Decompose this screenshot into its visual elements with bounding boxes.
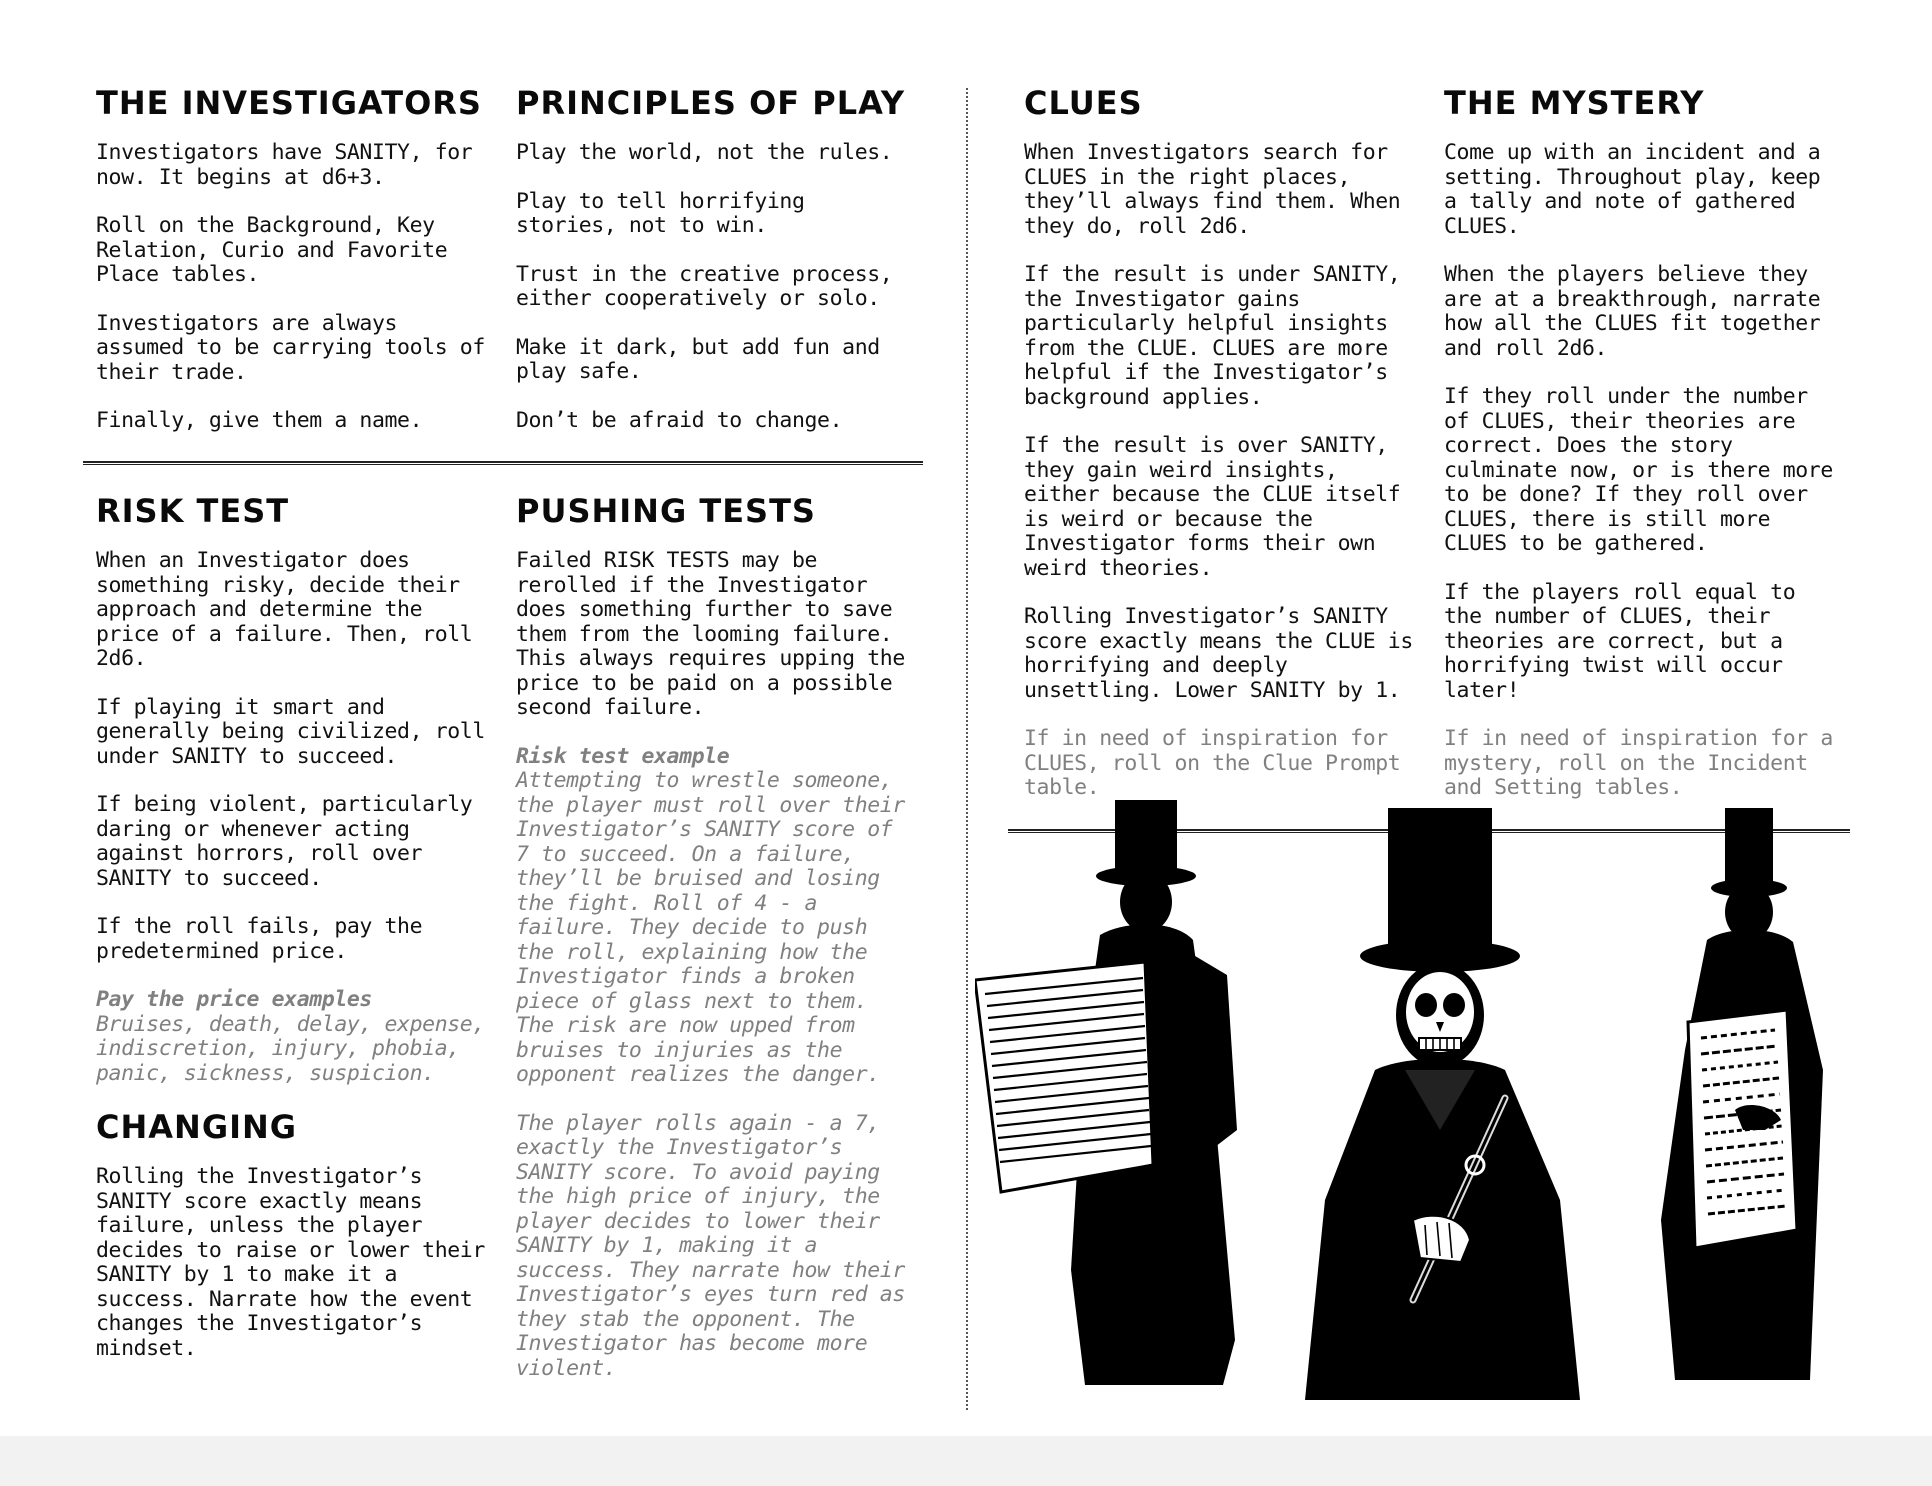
pushing-example-p2: The player rolls again - a 7, exactly the Investigator’s SANITY score. To avoid paying the high price of injury, the player decides to lower their SANITY by 1, making it a success. They narrate how their Investigator’s eyes turn red as they stab the opponent. The Investigator has become more violent. [516,1110,905,1381]
left-figure-paper [975,962,1153,1192]
right-figure [1661,808,1823,1380]
heading-principles: PRINCIPLES OF PLAY [516,84,905,122]
clues-p4: Rolling Investigator’s SANITY score exactly means the CLUE is horrifying and deeply unsettling. Lower SANITY by 1. [1024,604,1413,703]
heading-investigators: THE INVESTIGATORS [96,84,482,122]
clues-p3: If the result is over SANITY, they gain weird insights, either because the CLUE itself is weird or because the Investigator forms their own weird theories. [1024,433,1401,581]
divider-left [83,461,923,465]
investigators-p1: Investigators have SANITY, for now. It begins at d6+3. [96,140,473,190]
skull-face [1406,972,1474,1052]
investigators-p4: Finally, give them a name. [96,408,423,434]
mystery-p3: If they roll under the number of CLUES, their theories are correct. Does the story culminate now, or is there more to be done? If they roll over CLUES, there is still more CLUES to be gathered. [1444,384,1833,557]
section-mystery [1444,86,1844,801]
section-risk-test [96,494,496,1385]
left-figure [975,800,1237,1385]
middle-figure [1305,808,1580,1400]
right-figure-paper [1688,1010,1797,1248]
risk-test-example-title: Pay the price examples [96,987,372,1013]
principles-p5: Don’t be afraid to change. [516,407,843,433]
section-investigators [96,86,496,458]
principles-p4: Make it dark, but add fun and play safe. [516,334,880,385]
investigators-p3: Investigators are always assumed to be carrying tools of their trade. [96,310,485,385]
clues-p1: When Investigators search for CLUES in the right places, they’ll always find them. When they do, roll 2d6. [1024,140,1401,239]
mystery-p2: When the players believe they are at a breakthrough, narrate how all the CLUES fit together and roll 2d6. [1444,262,1821,361]
risk-test-p3: If being violent, particularly daring or whenever acting against horrors, roll over SANITY to succeed. [96,792,473,891]
section-pushing-tests [516,494,916,1405]
principles-p3: Trust in the creative process, either cooperatively or solo. [516,261,893,312]
risk-test-example-text: Bruises, death, delay, expense, indiscretion, injury, phobia, panic, sickness, suspicion. [96,1011,485,1086]
mystery-note: If in need of inspiration for a mystery, roll on the Incident and Setting tables. [1444,726,1833,801]
mystery-p1: Come up with an incident and a setting. Throughout play, keep a tally and note of gathered CLUES. [1444,140,1821,239]
heading-mystery: THE MYSTERY [1444,84,1705,122]
changing-p1: Rolling the Investigator’s SANITY score exactly means failure, unless the player decides to raise or lower their SANITY by 1 to make it a success. Narrate how the event changes the Investigator’s mindset. [96,1164,485,1361]
heading-changing: CHANGING [96,1108,298,1147]
heading-pushing-tests: PUSHING TESTS [516,492,816,530]
page-center-divider [966,88,968,1410]
mystery-p4: If the players roll equal to the number of CLUES, their theories are correct, but a horrifying twist will occur later! [1444,579,1796,703]
risk-test-p4: If the roll fails, pay the predetermined price. [96,914,423,964]
heading-clues: CLUES [1024,84,1143,122]
top-hat-figures-illustration [975,800,1875,1400]
investigators-p2: Roll on the Background, Key Relation, Curio and Favorite Place tables. [96,213,448,288]
section-clues [1024,86,1424,801]
risk-test-p2: If playing it smart and generally being civilized, roll under SANITY to succeed. [96,694,485,769]
page-bottom-band [0,1436,1932,1486]
pushing-example-p1: Attempting to wrestle someone, the player must roll over their Investigator’s SANITY score of 7 to succeed. On a failure, they’ll be bruised and losing the fight. Roll of 4 - a failure. They decide to push the roll, explaining how the Investigator finds a broken piece of glass next to them. The risk are now upped from bruises to injuries as the opponent realizes the danger. [516,768,905,1088]
risk-test-p1: When an Investigator does something risky, decide their approach and determine the price of a failure. Then, roll 2d6. [96,548,473,672]
principles-p1: Play the world, not the rules. [516,140,893,166]
pushing-p1: Failed RISK TESTS may be rerolled if the Investigator does something further to save them from the looming failure. This always requires upping the price to be paid on a possible second failure. [516,548,905,721]
pushing-example-title: Risk test example [516,743,730,769]
principles-p2: Play to tell horrifying stories, not to win. [516,188,805,239]
heading-risk-test: RISK TEST [96,492,290,530]
section-principles [516,86,916,457]
clues-note: If in need of inspiration for CLUES, roll on the Clue Prompt table. [1024,726,1401,801]
clues-p2: If the result is under SANITY, the Investigator gains particularly helpful insights from the CLUE. CLUES are more helpful if the Investigator’s background applies. [1024,262,1401,410]
